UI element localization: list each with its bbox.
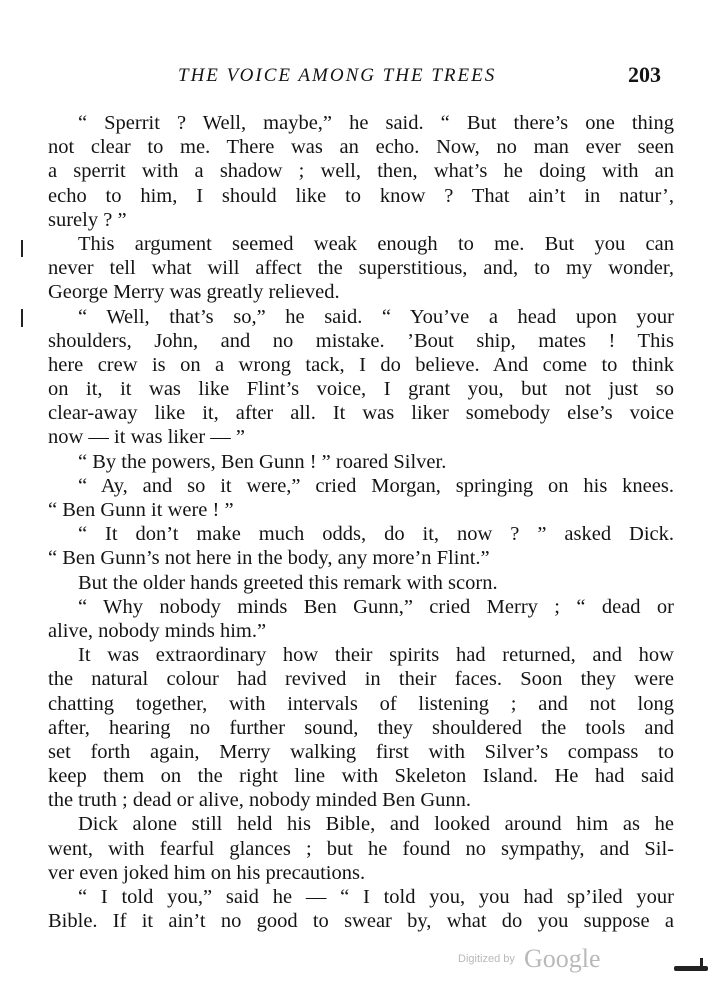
text-line: “ Ben Gunn’s not here in the body, any more’n Flint.” (48, 547, 490, 570)
text-line: “ Sperrit ? Well, maybe,” he said. “ But there’s one thing (78, 112, 674, 134)
text-line: set forth again, Merry walking first with Silver’s compass to (48, 740, 674, 763)
text-line: George Merry was greatly relieved. (48, 281, 340, 304)
text-line: This argument seemed weak enough to me. But you can (78, 232, 674, 255)
text-line: surely ? ” (48, 208, 127, 231)
text-line: went, with fearful glances ; but he found no sympathy, and Sil- (48, 837, 674, 860)
margin-mark (21, 240, 23, 257)
text-line: the natural colour had revived in their faces. Soon they were (48, 668, 674, 691)
text-line: here crew is on a wrong tack, I do believe. And come to think (48, 353, 674, 376)
google-watermark (458, 944, 601, 974)
text-line: “ Why nobody minds Ben Gunn,” cried Merry ; “ dead or (78, 595, 674, 618)
text-line: “ Well, that’s so,” he said. “ You’ve a head upon your (78, 305, 674, 328)
text-line: Dick alone still held his Bible, and looked around him as he (78, 813, 674, 836)
corner-scan-mark (700, 958, 703, 967)
text-line: after, hearing no further sound, they shouldered the tools and (48, 716, 674, 739)
body-text (48, 111, 674, 933)
text-line: “ Ay, and so it were,” cried Morgan, springing on his knees. (78, 474, 674, 497)
text-line: “ Ben Gunn it were ! ” (48, 499, 234, 521)
margin-mark (21, 309, 23, 327)
text-line: It was extraordinary how their spirits had returned, and how (78, 644, 674, 667)
text-line: alive, nobody minds him.” (48, 619, 267, 642)
text-line: “ It don’t make much odds, do it, now ? ” asked Dick. (78, 523, 674, 546)
text-line: not clear to me. There was an echo. Now, no man ever seen (48, 136, 674, 159)
text-line: a sperrit with a shadow ; well, then, what’s he doing with an (48, 160, 674, 183)
text-line: echo to him, I should like to know ? That ain’t in natur’, (48, 184, 674, 207)
text-line: “ I told you,” said he — “ I told you, you had sp’iled your (78, 886, 674, 908)
google-logo: Google (523, 944, 601, 973)
text-line: “ By the powers, Ben Gunn ! ” roared Silver. (78, 450, 447, 473)
watermark-prefix: Digitized by (458, 953, 515, 965)
page-number: 203 (628, 62, 661, 87)
text-line: chatting together, with intervals of listening ; and not long (48, 692, 674, 715)
text-line: clear-away like it, after all. It was liker somebody else’s voice (48, 402, 674, 425)
text-line: ver even joked him on his precautions. (48, 861, 366, 884)
text-line: keep them on the right line with Skeleton Island. He had said (48, 765, 674, 788)
text-line: never tell what will affect the superstitious, and, to my wonder, (48, 257, 674, 280)
page-header (0, 64, 727, 94)
text-line: Bible. If it ain’t no good to swear by, what do you suppose a (48, 910, 674, 933)
text-line: now — it was liker — ” (48, 426, 245, 449)
text-line: shoulders, John, and no mistake. ’Bout ship, mates ! This (48, 329, 674, 352)
text-line: But the older hands greeted this remark with scorn. (78, 571, 498, 594)
running-head: THE VOICE AMONG THE TREES (178, 65, 497, 86)
text-line: the truth ; dead or alive, nobody minded Ben Gunn. (48, 789, 472, 812)
text-line: on it, it was like Flint’s voice, I grant you, but not just so (48, 378, 674, 401)
